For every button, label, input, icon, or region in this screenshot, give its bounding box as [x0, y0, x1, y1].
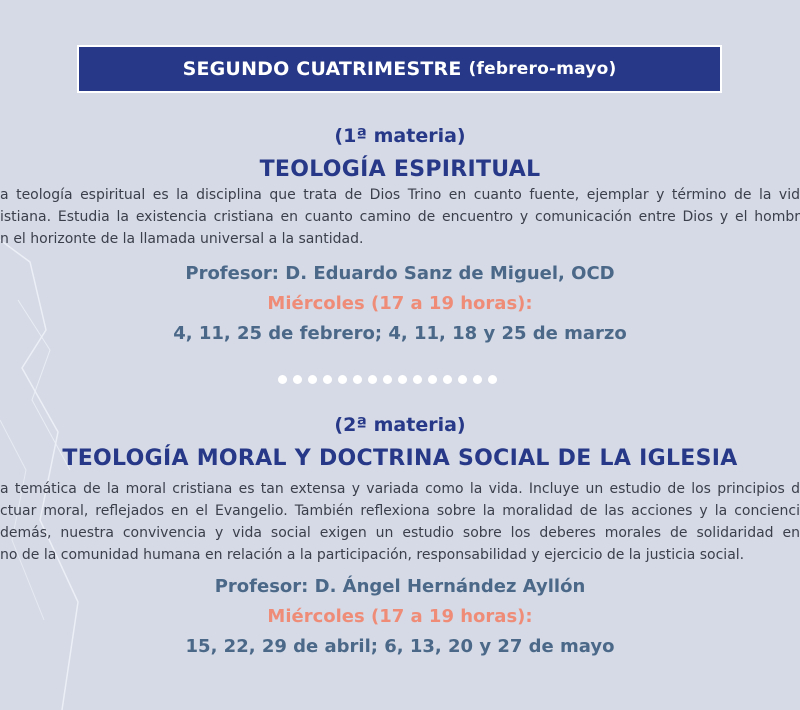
separator-dot [338, 375, 347, 384]
semester-title: SEGUNDO CUATRIMESTRE [182, 58, 462, 80]
separator-dot [473, 375, 482, 384]
subject-2-description-line: ctuar moral, reflejados en el Evangelio. También reflexiona sobre la moralidad de las acciones y la concienci [0, 503, 800, 519]
subject-1-description-line: n el horizonte de la llamada universal a la santidad. [0, 231, 364, 247]
separator-dot [278, 375, 287, 384]
subject-1-description-line: istiana. Estudia la existencia cristiana en cuanto camino de encuentro y comunicación entre Dios y el hombr [0, 209, 800, 225]
separator-dot [368, 375, 377, 384]
semester-banner [77, 45, 722, 93]
separator-dot [323, 375, 332, 384]
separator-dot [308, 375, 317, 384]
section-separator [278, 375, 497, 385]
subject-1-professor: Profesor: D. Eduardo Sanz de Miguel, OCD [185, 263, 615, 284]
subject-2-description-line: demás, nuestra convivencia y vida social exigen un estudio sobre los deberes morales de solidaridad en [0, 525, 800, 541]
subject-2-dates: 15, 22, 29 de abril; 6, 13, 20 y 27 de mayo [185, 636, 615, 657]
subject-2-description-line: no de la comunidad humana en relación a la participación, responsabilidad y ejercicio de la justicia social. [0, 547, 745, 563]
separator-dot [443, 375, 452, 384]
subject-1-schedule: Miércoles (17 a 19 horas): [267, 293, 533, 314]
subject-1-dates: 4, 11, 25 de febrero; 4, 11, 18 y 25 de marzo [173, 323, 627, 344]
subject-2-schedule: Miércoles (17 a 19 horas): [267, 606, 533, 627]
subject-1-number: (1ª materia) [334, 125, 466, 147]
separator-dot [398, 375, 407, 384]
semester-period: (febrero-mayo) [468, 59, 617, 79]
subject-1-description-line: a teología espiritual es la disciplina que trata de Dios Trino en cuanto fuente, ejemplar y término de la vid [0, 187, 800, 203]
separator-dot [413, 375, 422, 384]
subject-2-number: (2ª materia) [334, 414, 466, 436]
separator-dot [458, 375, 467, 384]
subject-2-description-line: a temática de la moral cristiana es tan extensa y variada como la vida. Incluye un estudio de los principios d [0, 481, 800, 497]
separator-dot [488, 375, 497, 384]
separator-dot [383, 375, 392, 384]
subject-2-title: TEOLOGÍA MORAL Y DOCTRINA SOCIAL DE LA IGLESIA [62, 446, 738, 471]
separator-dot [353, 375, 362, 384]
separator-dot [428, 375, 437, 384]
subject-2-professor: Profesor: D. Ángel Hernández Ayllón [214, 576, 586, 597]
subject-1-title: TEOLOGÍA ESPIRITUAL [259, 157, 541, 182]
separator-dot [293, 375, 302, 384]
